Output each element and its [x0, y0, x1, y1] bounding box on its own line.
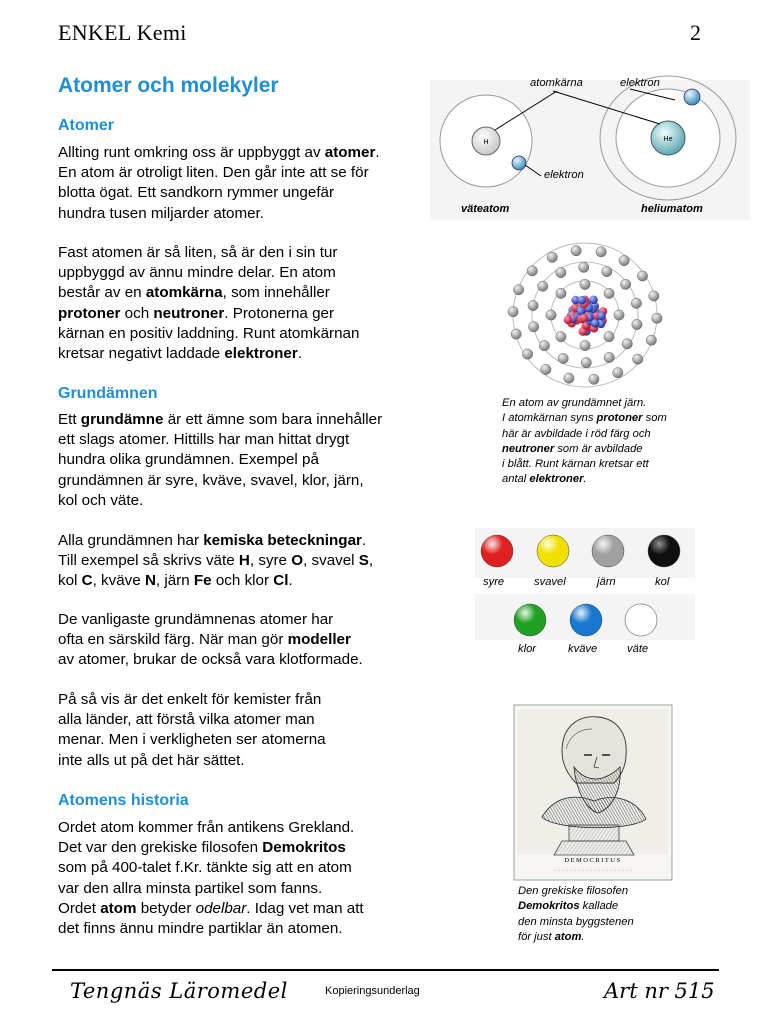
electron: [541, 364, 551, 374]
proton: [564, 316, 573, 325]
label-syre: syre: [483, 576, 505, 588]
text-run: uppbyggd av ännu mindre delar. En atom: [58, 264, 336, 282]
sphere-kol: [648, 535, 680, 567]
hydrogen-electron: [512, 156, 526, 170]
text-run: kretsar negativt laddade: [58, 345, 225, 363]
text-run: De vanligaste grundämnenas atomer har: [58, 611, 334, 628]
electron: [539, 340, 549, 350]
text-line: [58, 471, 428, 491]
neutron: [589, 295, 598, 304]
text-line: [58, 650, 428, 670]
paragraph-grundamnen-4: [58, 690, 428, 771]
text-run: var den allra minsta partikel som fanns.: [58, 879, 323, 897]
bold-term: grundämne: [80, 411, 164, 428]
electron: [546, 310, 556, 320]
text-run: grundämnen är syre, kväve, svavel, klor, järn,: [58, 471, 364, 489]
bold-term: protoner: [596, 412, 643, 425]
text-line: [502, 442, 667, 457]
electron: [508, 307, 518, 317]
text-run: kol: [58, 572, 82, 590]
sphere-jarn: [592, 535, 624, 567]
electron: [580, 279, 590, 289]
electron: [528, 300, 538, 310]
text-run: kärnan en positiv laddning. Runt atomkärnan: [58, 324, 360, 342]
label-kvave: kväve: [568, 643, 598, 655]
text-run: , svavel: [303, 552, 359, 570]
text-run: .: [361, 532, 367, 549]
bold-term: protoner: [58, 304, 121, 322]
electron: [652, 313, 662, 323]
label-vateatom: väteatom: [461, 203, 510, 215]
electron: [633, 354, 643, 364]
text-line: [58, 183, 428, 203]
bold-term: modeller: [287, 631, 351, 649]
text-line: [58, 344, 428, 364]
footer-publisher: Tengnäs Läromedel: [70, 979, 288, 1003]
electron: [604, 288, 614, 298]
text-run: det finns ännu mindre partiklar än atomen.: [58, 920, 343, 938]
text-line: [58, 571, 428, 591]
electron: [613, 367, 623, 377]
text-line: [58, 710, 428, 730]
bold-term: atom: [100, 899, 137, 917]
text-line: [518, 915, 634, 930]
electron: [564, 373, 574, 383]
electron: [556, 267, 566, 277]
text-run: består av en: [58, 284, 146, 302]
text-line: [58, 263, 428, 283]
helium-electron: [684, 89, 700, 105]
text-run: antal: [502, 473, 530, 486]
text-line: [58, 304, 428, 324]
electron: [581, 357, 591, 367]
text-line: [518, 930, 634, 945]
text-line: [58, 838, 428, 858]
text-line: [58, 531, 428, 551]
text-line: [518, 899, 634, 914]
text-run: , kväve: [92, 572, 145, 590]
electron: [571, 245, 581, 255]
text-run: , järn: [155, 572, 194, 590]
text-run: ofta en särskild färg. När man gör: [58, 631, 288, 649]
paragraph-historia-1: [58, 818, 428, 939]
text-run: .: [288, 572, 293, 590]
label-elektron-helium: elektron: [620, 77, 660, 89]
text-line: [58, 610, 428, 630]
text-run: i blått. Runt kärnan kretsar ett: [502, 458, 649, 471]
electron: [513, 285, 523, 295]
text-run: , syre: [249, 552, 292, 570]
sphere-svavel: [537, 535, 569, 567]
democritus-portrait: [514, 705, 672, 880]
electron: [511, 329, 521, 339]
footer-note: Kopieringsunderlag: [325, 985, 420, 997]
bold-term: Demokritos: [518, 900, 580, 913]
text-run: betyder: [136, 899, 196, 917]
text-run: .: [583, 473, 587, 486]
footer-article: Art nr 515: [604, 979, 715, 1003]
sphere-syre: [481, 535, 513, 567]
text-run: inte alls ut på det här sättet.: [58, 751, 245, 769]
electron: [538, 281, 548, 291]
sphere-klor: [514, 604, 546, 636]
text-line: [58, 410, 428, 430]
text-line: [58, 430, 428, 450]
text-line: [58, 730, 428, 750]
text-run: . Idag vet man att: [246, 899, 364, 917]
caption-iron: [502, 396, 667, 488]
electron: [619, 255, 629, 265]
bold-term: O: [291, 552, 304, 570]
helium-symbol: He: [663, 136, 673, 143]
label-atomkarna: atomkärna: [530, 77, 583, 89]
electron: [604, 352, 614, 362]
electron: [558, 353, 568, 363]
text-run: som: [642, 412, 667, 425]
text-run: .: [297, 345, 303, 363]
text-run: Den grekiske filosofen: [518, 885, 629, 897]
footer-divider: [52, 969, 719, 971]
electron: [622, 339, 632, 349]
paragraph-grundamnen-1: [58, 410, 428, 511]
header-title: ENKEL Kemi: [58, 20, 187, 45]
bold-term: atomer: [324, 144, 376, 161]
text-line: [58, 899, 428, 919]
bold-term: Fe: [193, 572, 212, 590]
text-run: På så vis är det enkelt för kemister från: [58, 691, 322, 708]
text-run: Till exempel så skrivs väte: [58, 552, 239, 570]
text-run: Ett: [58, 411, 81, 428]
text-run: ett slags atomer. Hittills har man hittat drygt: [58, 431, 350, 449]
text-line: [58, 858, 428, 878]
text-line: [58, 324, 428, 344]
electron: [547, 252, 557, 262]
bold-term: neutroner: [153, 304, 225, 322]
electron: [620, 279, 630, 289]
bold-term: C: [81, 572, 93, 590]
text-line: [58, 551, 428, 571]
text-run: , som innehåller: [222, 284, 330, 302]
text-line: [58, 491, 428, 511]
text-line: [518, 884, 634, 899]
bold-term: S: [358, 552, 369, 570]
text-run: Ordet: [58, 899, 101, 917]
text-run: hundra olika grundämnen. Exempel på: [58, 451, 319, 469]
bold-term: atom: [554, 930, 582, 943]
text-run: .: [581, 930, 585, 943]
portrait-inscription: DEMOCRITUS: [564, 857, 622, 864]
electron: [631, 298, 641, 308]
text-run: Ordet atom kommer från antikens Grekland.: [58, 819, 355, 836]
text-line: [58, 879, 428, 899]
text-run: hundra tusen miljarder atomer.: [58, 204, 264, 222]
electron: [604, 331, 614, 341]
text-line: [502, 472, 667, 487]
caption-portrait: [518, 884, 634, 945]
label-vate: väte: [627, 643, 649, 655]
text-line: [58, 283, 428, 303]
text-line: [58, 919, 428, 939]
text-run: Det var den grekiske filosofen: [58, 839, 263, 857]
hydrogen-symbol: H: [483, 139, 489, 146]
label-kol: kol: [655, 576, 670, 588]
electron: [614, 310, 624, 320]
electron: [602, 266, 612, 276]
paragraph-grundamnen-2: [58, 531, 428, 592]
text-line: [58, 243, 428, 263]
text-line: [58, 450, 428, 470]
text-run: blotta ögat. Ett sandkorn rymmer ungefär: [58, 184, 335, 202]
bold-term: atomkärna: [145, 284, 223, 302]
bold-term: Cl: [273, 572, 289, 590]
text-line: [58, 690, 428, 710]
electron: [589, 374, 599, 384]
electron: [637, 271, 647, 281]
text-run: som på 400-talet f.Kr. tänkte sig att en atom: [58, 859, 352, 877]
bold-term: neutroner: [502, 442, 555, 455]
text-line: [58, 630, 428, 650]
text-run: En atom av grundämnet järn.: [502, 397, 647, 409]
electron: [528, 322, 538, 332]
paragraph-atomer-2: [58, 243, 428, 364]
neutron: [578, 296, 587, 305]
text-run: Fast atomen är så liten, så är den i sin tur: [58, 244, 338, 261]
electron: [527, 266, 537, 276]
proton: [580, 314, 589, 323]
bold-term: kemiska beteckningar: [203, 532, 362, 549]
text-run: .: [375, 144, 380, 161]
text-run: och klor: [211, 572, 274, 590]
text-run: av atomer, brukar de också vara klotformade.: [58, 651, 363, 669]
bold-term: H: [238, 552, 250, 570]
text-run: kallade: [579, 900, 619, 913]
label-elektron-vate: elektron: [544, 169, 584, 181]
electron: [522, 349, 532, 359]
label-heliumatom: heliumatom: [641, 203, 703, 215]
label-jarn: järn: [597, 576, 616, 588]
bold-term: elektroner: [224, 345, 298, 363]
electron: [649, 291, 659, 301]
text-line: [502, 411, 667, 426]
bold-term: Demokritos: [262, 839, 346, 857]
text-run: . Protonerna ger: [224, 304, 335, 322]
text-line: [58, 204, 428, 224]
italic-term: odelbar: [195, 899, 247, 917]
electron: [646, 335, 656, 345]
paragraph-atomer-1: [58, 143, 428, 224]
text-line: [58, 818, 428, 838]
heading-atomer: Atomer: [58, 117, 115, 134]
text-run: är ett ämne som bara innehåller: [163, 411, 383, 428]
text-run: den minsta byggstenen: [518, 915, 634, 928]
text-line: [502, 427, 667, 442]
text-run: En atom är otroligt liten. Den går inte att se för: [58, 164, 369, 182]
text-run: Alla grundämnen har: [58, 532, 204, 549]
text-run: alla länder, att förstå vilka atomer man: [58, 711, 315, 729]
electron: [556, 331, 566, 341]
text-run: ,: [368, 552, 374, 570]
heading-historia: Atomens historia: [58, 792, 189, 809]
text-run: som är avbildade: [554, 442, 643, 455]
heading-grundamnen: Grundämnen: [58, 385, 158, 402]
text-run: för just: [518, 930, 555, 943]
bold-term: elektroner: [529, 473, 584, 486]
iron-atom-image: [500, 245, 670, 385]
text-line: [502, 396, 667, 411]
bold-term: N: [144, 572, 156, 590]
neutron: [597, 312, 606, 321]
page-number: 2: [690, 20, 701, 45]
text-line: [58, 143, 428, 163]
electron: [579, 262, 589, 272]
electron: [556, 288, 566, 298]
page-title: Atomer och molekyler: [58, 74, 279, 97]
text-run: Allting runt omkring oss är uppbyggt av: [58, 144, 325, 161]
text-line: [502, 457, 667, 472]
text-run: här är avbildade i röd färg och: [502, 427, 651, 440]
text-line: [58, 751, 428, 771]
sphere-vate: [625, 604, 657, 636]
text-run: och: [120, 304, 154, 322]
label-svavel: svavel: [534, 576, 566, 588]
sphere-kvave: [570, 604, 602, 636]
text-run: kol och väte.: [58, 491, 144, 509]
text-run: I atomkärnan syns: [502, 412, 597, 425]
electron: [632, 319, 642, 329]
electron: [580, 340, 590, 350]
paragraph-grundamnen-3: [58, 610, 428, 671]
label-klor: klor: [518, 643, 537, 655]
text-run: menar. Men i verkligheten ser atomerna: [58, 731, 326, 749]
electron: [596, 247, 606, 257]
text-line: [58, 163, 428, 183]
